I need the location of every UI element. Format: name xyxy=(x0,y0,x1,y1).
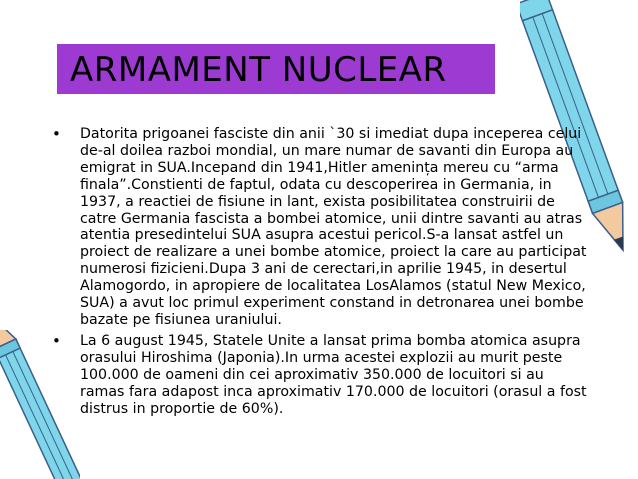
bullet-marker: • xyxy=(52,331,61,350)
bullet-text: La 6 august 1945, Statele Unite a lansat prima bomba atomica asupra orasului Hiroshima (Japonia).In urma acestei explozii au murit peste 100.000 de oameni din cei aproximativ 350.000 de locuitori si au ramas fara adapost inca aproximativ 170.000 de locuitori (orasul a fost distrus in proportie de 60%). xyxy=(80,332,587,417)
slide-content xyxy=(52,126,592,417)
title-box xyxy=(57,44,495,94)
bullet-item xyxy=(52,126,592,329)
bullet-marker: • xyxy=(52,125,61,143)
slide-title: ARMAMENT NUCLEAR xyxy=(70,50,447,90)
bullet-item xyxy=(52,333,592,418)
bullet-text: Datorita prigoanei fasciste din anii `30 si imediat dupa inceperea celui de-al doilea razboi mondial, un mare numar de savanti din Europa au emigrat in SUA.Incepand din 1941,Hitler amenința mereu cu “arma finala”.Constienti de faptul, odata cu descoperirea in Germania, in 1937, a reactiei de fisiune in lant, exista posibilitatea construirii de catre Germania fascista a bombei atomice, unii dintre savanti au atras atentia presedintelui SUA asupra acestui pericol.S-a lansat astfel un proiect de realizare a unei bombe atomice, proiect la care au participat numerosi fizicieni.Dupa 3 ani de cerectari,in aprilie 1945, in desertul Alamogordo, in apropiere de localitatea LosAlamos (statul New Mexico, SUA) a avut loc primul experiment constand in detronarea unei bombe bazate pe fisiunea uraniului. xyxy=(80,126,587,328)
